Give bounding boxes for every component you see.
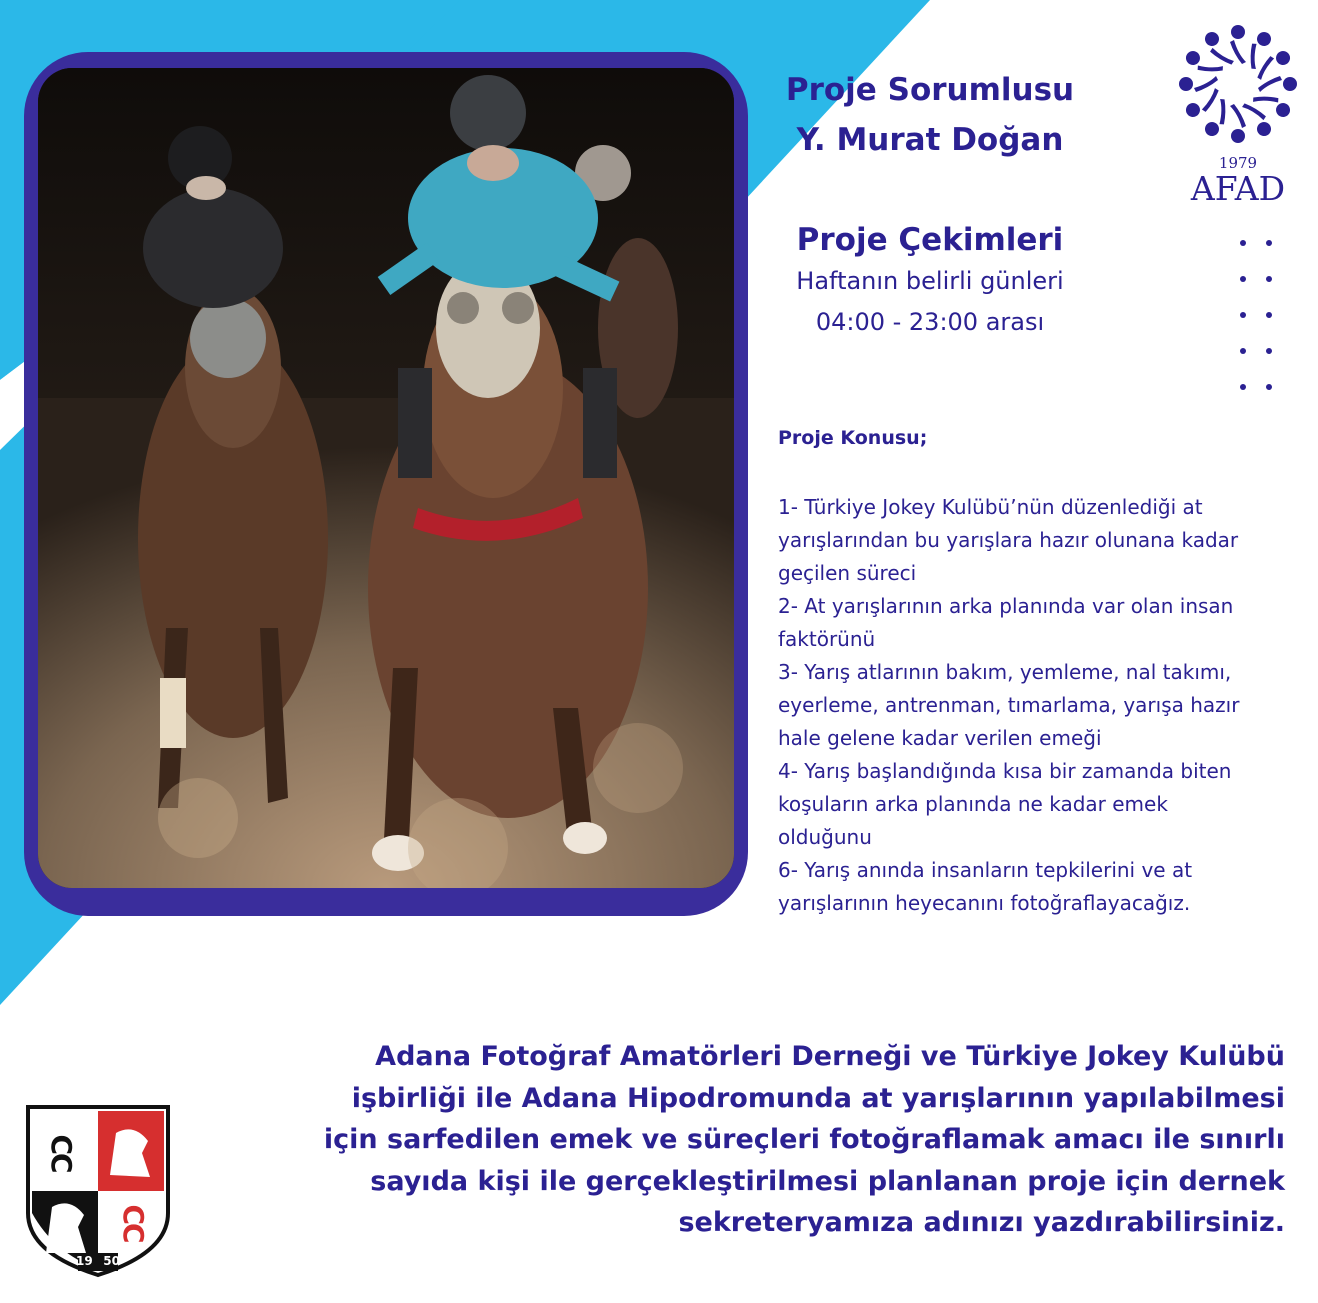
topic-line: 3- Yarış atlarının bakım, yemleme, nal takımı, bbox=[778, 660, 1232, 684]
project-responsible-name: Y. Murat Doğan bbox=[796, 122, 1064, 158]
shooting-days: Haftanın belirli günleri bbox=[796, 267, 1064, 295]
horse-race-photo bbox=[38, 68, 734, 888]
project-responsible-label: Proje Sorumlusu bbox=[785, 72, 1075, 108]
topic-line: 2- At yarışlarının arka planında var olan insan bbox=[778, 594, 1234, 618]
topic-line: eyerleme, antrenman, tımarlama, yarışa hazır bbox=[778, 693, 1240, 717]
afad-logo bbox=[1170, 14, 1306, 206]
topic-line: yarışlarından bu yarışlara hazır olunana kadar bbox=[778, 528, 1239, 552]
jockey-club-logo bbox=[24, 1103, 172, 1279]
shooting-label: Proje Çekimleri bbox=[796, 222, 1064, 258]
announcement-line: sayıda kişi ile gerçekleştirilmesi planlanan proje için dernek bbox=[370, 1165, 1285, 1197]
announcement-line: sekreteryamıza adınızı yazdırabilirsiniz. bbox=[678, 1207, 1285, 1238]
topic-line: faktörünü bbox=[778, 627, 876, 651]
topic-line: olduğunu bbox=[778, 825, 872, 849]
topic-line: hale gelene kadar verilen emeği bbox=[778, 726, 1102, 750]
announcement-line: işbirliği ile Adana Hipodromunda at yarışlarının yapılabilmesi bbox=[351, 1082, 1285, 1114]
topic-line: koşuların arka planında ne kadar emek bbox=[778, 792, 1168, 816]
club-year-left: 19 bbox=[76, 1254, 93, 1268]
announcement-line: Adana Fotoğraf Amatörleri Derneği ve Türkiye Jokey Kulübü bbox=[375, 1041, 1285, 1072]
afad-name: AFAD bbox=[1190, 169, 1286, 208]
announcement-text bbox=[205, 1036, 1285, 1244]
topic-line: 6- Yarış anında insanların tepkilerini ve at bbox=[778, 858, 1193, 882]
club-year bbox=[76, 1254, 120, 1270]
topic-line: geçilen süreci bbox=[778, 561, 917, 585]
club-letters-top: CC bbox=[45, 1134, 79, 1172]
topic-heading: Proje Konusu; bbox=[778, 427, 928, 449]
shooting-hours: 04:00 - 23:00 arası bbox=[815, 308, 1045, 336]
club-letters-bottom: CC bbox=[117, 1204, 151, 1242]
topic-line: 4- Yarış başlandığında kısa bir zamanda biten bbox=[778, 759, 1232, 783]
club-year-right: 50 bbox=[103, 1254, 120, 1268]
decorative-dots bbox=[1230, 230, 1290, 400]
topic-list bbox=[778, 491, 1308, 920]
topic-line: 1- Türkiye Jokey Kulübü’nün düzenlediği at bbox=[778, 495, 1203, 519]
announcement-line: için sarfedilen emek ve süreçleri fotoğraflamak amacı ile sınırlı bbox=[323, 1124, 1285, 1155]
topic-line: yarışlarının heyecanını fotoğraflayacağız. bbox=[778, 891, 1191, 915]
afad-year: 1979 bbox=[1218, 154, 1258, 172]
